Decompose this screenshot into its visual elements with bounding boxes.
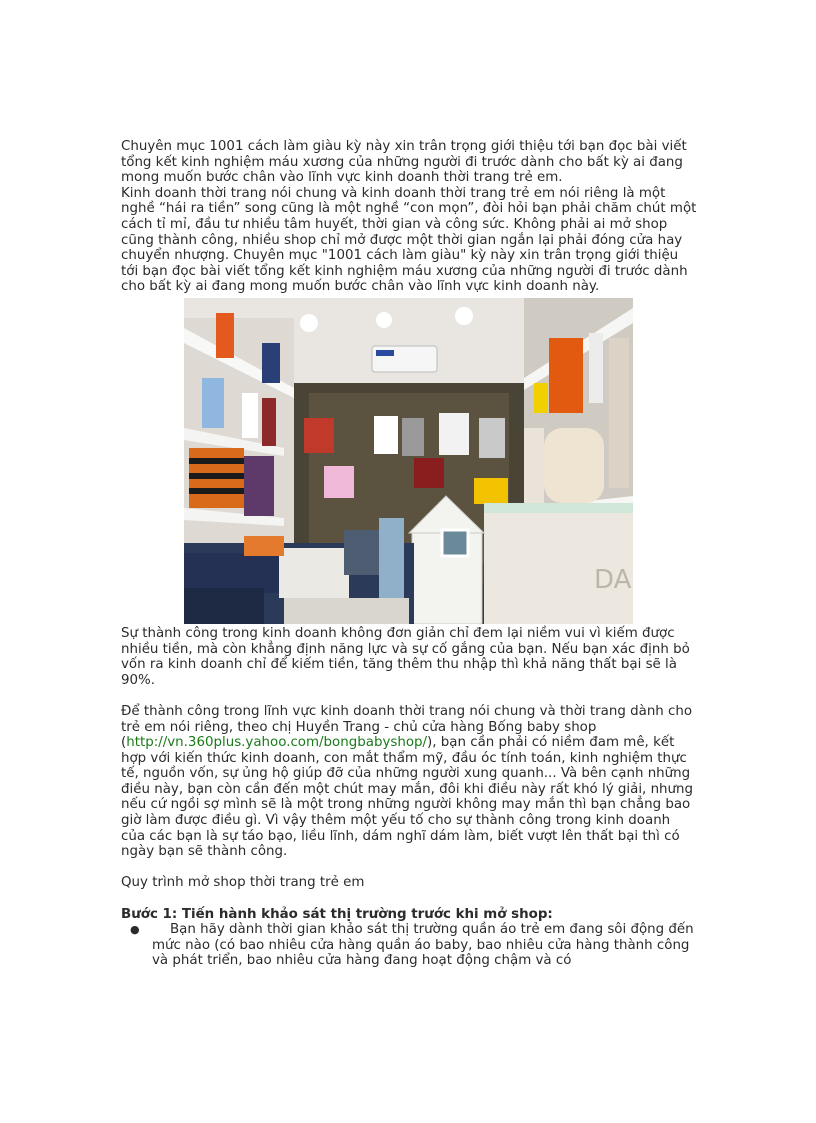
bullet-icon: ● <box>130 923 140 937</box>
bong-baby-shop-link[interactable]: http://vn.360plus.yahoo.com/bongbabyshop/ <box>126 735 428 751</box>
spacer <box>121 891 697 907</box>
spacer <box>121 688 697 704</box>
body-paragraph-2-start: Để thành công trong lĩnh vực kinh doanh thời trang nói chung và thời trang dành cho trẻ em nói riêng, theo chị Huyền Trang - chủ cửa hàng Bống baby shop ( <box>121 703 693 751</box>
shop-photo <box>184 298 633 624</box>
intro-paragraph-1: Chuyên mục 1001 cách làm giàu kỳ này xin trân trọng giới thiệu tới bạn đọc bài viết tổng kết kinh nghiệm máu xương của những người đi trước dành cho bất kỳ ai đang mong muốn bước chân vào lĩnh vực kinh doanh thời trang trẻ em. <box>121 139 687 186</box>
document-page <box>121 139 697 969</box>
intro-paragraph-2: Kinh doanh thời trang nói chung và kinh doanh thời trang trẻ em nói riêng là một nghề “hái ra tiền” song cũng là một nghề “con mọn”, đòi hỏi bạn phải chăm chút một cách tỉ mỉ, đầu tư nhiều tâm huyết, thời gian và công sức. Không phải ai mở shop cũng thành công, nhiều shop chỉ mở được một thời gian ngắn lại phải đóng cửa hay chuyển nhượng. Chuyên mục "1001 cách làm giàu" kỳ này xin trân trọng giới thiệu tới bạn đọc bài viết tổng kết kinh nghiệm máu xương của những người đi trước dành cho bất kỳ ai đang mong muốn bước chân vào lĩnh vực kinh doanh này. <box>121 185 697 295</box>
body-paragraph-2-end: ), bạn cần phải có niềm đam mê, kết hợp với kiến thức kinh doanh, con mắt thẩm mỹ, đầu óc tính toán, kinh nghiệm thực tế, nguồn vốn, sự ủng hộ giúp đỡ của những người xung quanh... Và bên cạnh những điều này, bạn còn cần đến một chút may mắn, đôi khi điều này rất khó lý giải, nhưng nếu cứ ngồi sợ mình sẽ là một trong những người không may mắn thì bạn chẳng bao giờ làm được điều gì. Vì vậy thêm một yếu tố cho sự thành công trong kinh doanh của các bạn là sự táo bạo, liều lĩnh, dám nghĩ dám làm, biết vượt lên thất bại thì có ngày bạn sẽ thành công. <box>121 735 694 860</box>
step-1-title: Bước 1: Tiến hành khảo sát thị trường trước khi mở shop: <box>121 906 553 922</box>
kids-clothing-store-image <box>184 298 633 624</box>
list-item <box>130 922 697 969</box>
body-paragraph-2 <box>121 704 697 860</box>
body-paragraph-1: Sự thành công trong kinh doanh không đơn giản chỉ đem lại niềm vui vì kiếm được nhiều tiền, mà còn khẳng định năng lực và sự cố gắng của bạn. Nếu bạn xác định bỏ vốn ra kinh doanh chỉ để kiếm tiền, tăng thêm thu nhập thì khả năng thất bại sẽ là 90%. <box>121 625 690 688</box>
section-heading-process: Quy trình mở shop thời trang trẻ em <box>121 875 365 891</box>
step-1-bullets <box>121 922 697 969</box>
spacer <box>121 860 697 876</box>
bullet-text: Bạn hãy dành thời gian khảo sát thị trường quần áo trẻ em đang sôi động đến mức nào (có bao nhiêu cửa hàng quần áo baby, bao nhiêu cửa hàng thành công và phát triển, bao nhiêu cửa hàng đang hoạt động chậm và có <box>152 922 694 969</box>
counter-sign-text: DA <box>594 564 632 595</box>
